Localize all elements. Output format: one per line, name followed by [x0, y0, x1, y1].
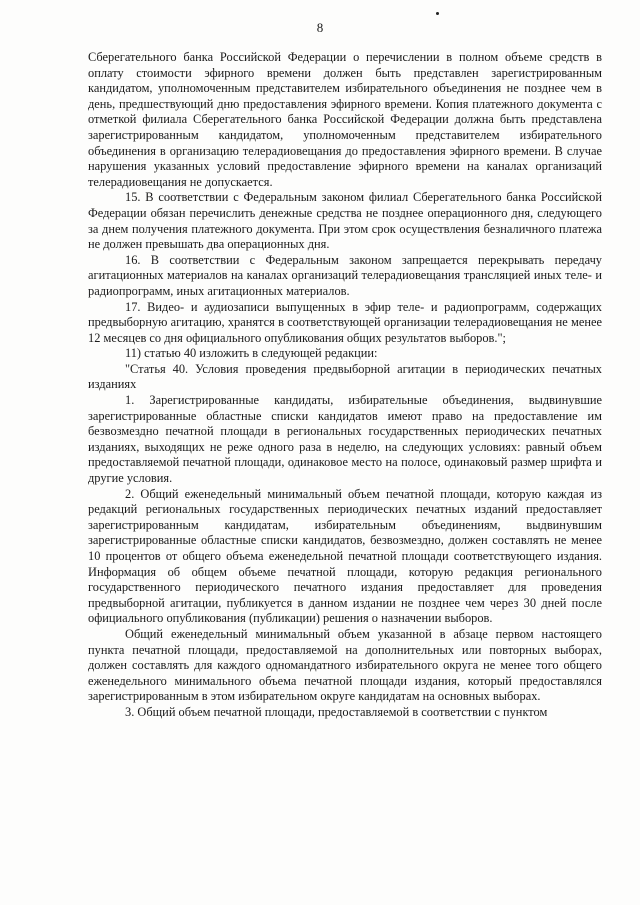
page-number: 8: [316, 20, 324, 35]
article-40-item-3: 3. Общий объем печатной площади, предоставляемой в соответствии с пунктом: [125, 704, 548, 719]
document-body: [88, 50, 602, 721]
scan-artifact-dot: [436, 12, 439, 15]
article-40-heading: "Статья 40. Условия проведения предвыборной агитации в периодических печатных изданиях: [88, 361, 602, 392]
paragraph-item-15: 15. В соответствии с Федеральным законом филиал Сберегательного банка Российской Федерации обязан перечислить денежные средства не позднее операционного дня, следующего за днем получения платежного документа. При этом срок осуществления безналичного платежа не должен превышать два операционных дня.: [88, 190, 602, 252]
paragraph-continuation: Сберегательного банка Российской Федерации о перечислении в полном объеме средств в оплату стоимости эфирного времени должен быть представлен зарегистрированным кандидатом, уполномоченным представителем избирательного объединения не позднее чем в день, предшествующий дню предоставления эфирного времени. Копия платежного документа с отметкой филиала Сберегательного банка Российской Федерации должна быть представлена зарегистрированным кандидатом, уполномоченным представителем избирательного объединения в организацию телерадиовещания до предоставления эфирного времени. В случае нарушения указанных условий предоставление эфирного времени на каналах организаций телерадиовещания не допускается.: [88, 50, 602, 189]
paragraph-amendment-11: 11) статью 40 изложить в следующей редакции:: [125, 346, 378, 361]
article-40-item-1: 1. Зарегистрированные кандидаты, избирательные объединения, выдвинувшие зарегистрированные областные списки кандидатов имеют право на предоставление им безвозмездно печатной площади в региональных государственных периодических печатных изданиях, выходящих не реже одного раза в неделю, на следующих условиях: равный объем предоставляемой печатной площади, одинаковое место на полосе, одинаковый размер шрифта и другие условия.: [88, 393, 602, 486]
article-40-item-2: 2. Общий еженедельный минимальный объем печатной площади, которую каждая из редакций региональных государственных периодических печатных изданий предоставляет зарегистрированным кандидатам, избирательным объединениям, выдвинувшим зарегистрированные областные списки кандидатов, безвозмездно, должен составлять не менее 10 процентов от общего объема еженедельной печатной площади соответствующего издания. Информация об общем объеме печатной площади, которую редакция регионального государственного периодического печатного издания предоставляет для проведения предвыборной агитации, публикуется в данном издании не позднее чем через 30 дней после официального опубликования (публикации) решения о назначении выборов.: [88, 486, 602, 626]
paragraph-item-16: 16. В соответствии с Федеральным законом запрещается перекрывать передачу агитационных материалов на каналах организаций телерадиовещания трансляцией иных теле- и радиопрограмм, иных агитационных материалов.: [88, 252, 602, 298]
article-40-item-2-paragraph-2: Общий еженедельный минимальный объем указанной в абзаце первом настоящего пункта печатной площади, предоставляемой на дополнительных или повторных выборах, должен составлять для каждого одномандатного избирательного округа не менее того общего еженедельного минимального объема печатной площади издания, который предоставлялся зарегистрированным в этом избирательном округе кандидатам на основных выборах.: [88, 626, 602, 704]
paragraph-item-17: 17. Видео- и аудиозаписи выпущенных в эфир теле- и радиопрограмм, содержащих предвыборную агитацию, хранятся в соответствующей организации телерадиовещания не менее 12 месяцев со дня официального опубликования общих результатов выборов.";: [88, 299, 602, 345]
